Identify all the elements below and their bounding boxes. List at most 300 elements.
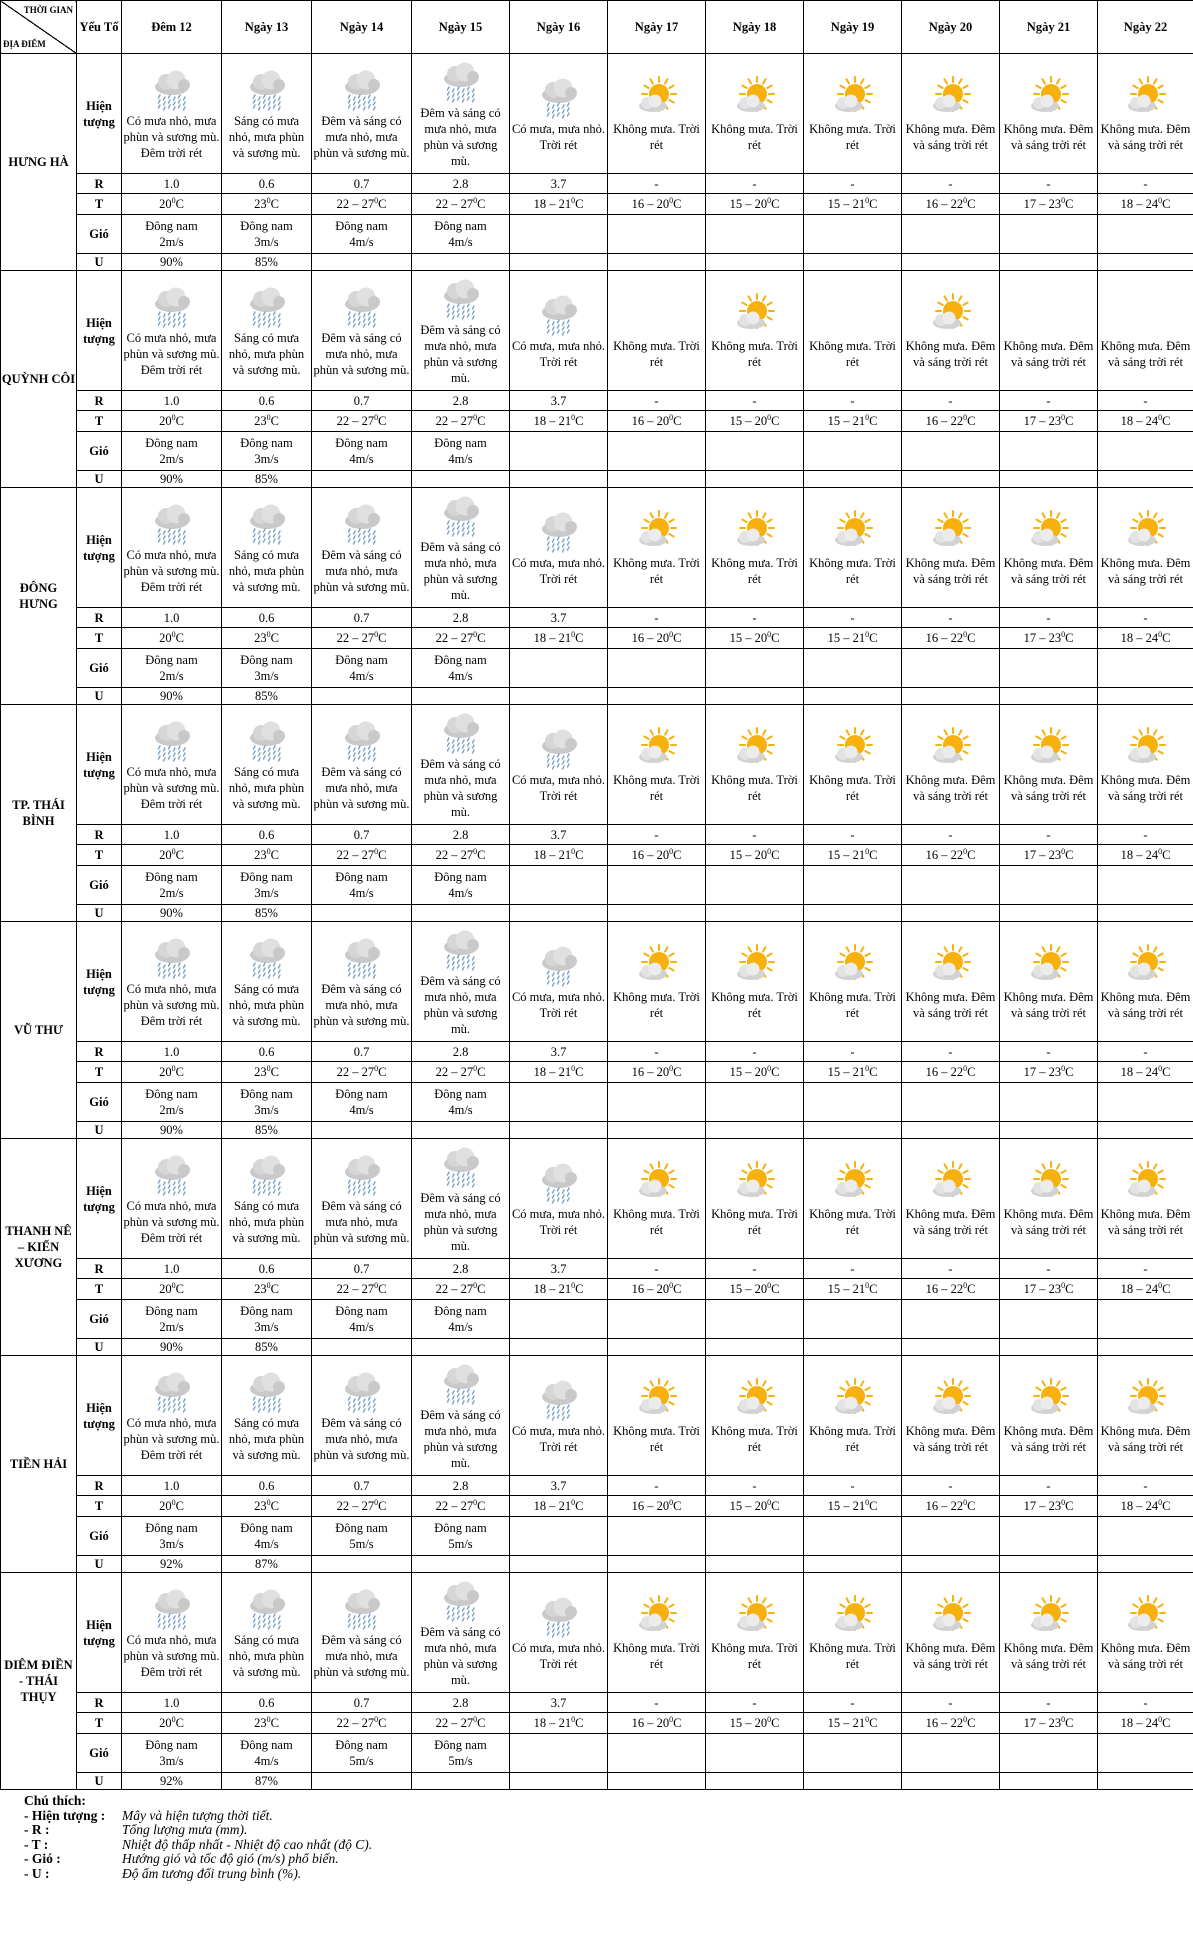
rain-icon	[122, 935, 221, 981]
wind-cell	[1098, 1083, 1193, 1122]
wind-direction: Đông nam	[240, 436, 293, 450]
wind-cell	[1000, 649, 1098, 688]
rain-icon	[122, 67, 221, 113]
temperature-value: 18 – 21	[533, 197, 572, 211]
phenomenon-text: Có mưa nhỏ, mưa phùn và sương mù. Đêm trời rét	[123, 1632, 220, 1679]
temperature-cell	[706, 1279, 804, 1300]
humidity-cell: 90%	[122, 471, 222, 488]
note-value: Hướng gió và tốc độ gió (m/s) phổ biến.	[122, 1851, 339, 1866]
temperature-cell	[902, 845, 1000, 866]
degree-mark: 0	[266, 629, 271, 639]
humidity-row	[1, 254, 1193, 271]
temperature-unit: C	[1065, 1065, 1074, 1079]
phenomenon-text: Không mưa. Trời rét	[613, 338, 700, 369]
note-line	[24, 1852, 1193, 1867]
temperature-value: 16 – 20	[631, 1499, 670, 1513]
wind-cell	[804, 1734, 902, 1773]
temperature-value: 18 – 24	[1120, 848, 1159, 862]
wind-cell	[1098, 866, 1193, 905]
sun-cloud-icon	[804, 509, 901, 555]
rain-cell: 2.8	[412, 174, 510, 194]
phenomenon-text: Không mưa. Đêm và sáng trời rét	[1100, 1640, 1191, 1671]
location-name: THANH NÊ – KIẾN XƯƠNG	[1, 1139, 77, 1356]
rain-icon	[222, 284, 311, 330]
phenomenon-text: Không mưa. Đêm và sáng trời rét	[905, 555, 996, 586]
sun-cloud-icon	[804, 1160, 901, 1206]
phenomenon-cell	[902, 1356, 1000, 1476]
phenomenon-cell	[902, 1573, 1000, 1693]
temperature-unit: C	[1162, 1499, 1171, 1513]
temperature-cell	[222, 628, 312, 649]
rain-cell: -	[902, 608, 1000, 628]
wind-cell	[804, 1517, 902, 1556]
humidity-cell	[804, 1122, 902, 1139]
rain-cell: -	[706, 1476, 804, 1496]
degree-mark: 0	[374, 195, 379, 205]
humidity-cell	[510, 471, 608, 488]
humidity-cell	[412, 1122, 510, 1139]
phenomenon-cell	[608, 488, 706, 608]
phenomenon-text: Không mưa. Đêm và sáng trời rét	[905, 772, 996, 803]
phenomenon-cell	[122, 54, 222, 174]
rain-icon	[412, 710, 509, 756]
humidity-cell: 85%	[222, 1122, 312, 1139]
degree-mark: 0	[171, 846, 176, 856]
phenomenon-row	[1, 271, 1193, 391]
humidity-cell: 90%	[122, 254, 222, 271]
temperature-cell	[706, 1062, 804, 1083]
temperature-value: 15 – 20	[729, 631, 768, 645]
temperature-value: 23	[254, 1499, 267, 1513]
label-rain: R	[77, 1042, 122, 1062]
day-header: Ngày 18	[706, 1, 804, 54]
temperature-unit: C	[477, 1065, 486, 1079]
phenomenon-cell	[122, 271, 222, 391]
temperature-value: 18 – 24	[1120, 197, 1159, 211]
rain-cell: -	[1000, 1693, 1098, 1713]
temperature-cell	[1098, 1496, 1193, 1517]
temperature-value: 22 – 27	[435, 1716, 474, 1730]
rain-icon	[222, 67, 311, 113]
wind-cell	[902, 649, 1000, 688]
phenomenon-text: Đêm và sáng có mưa nhỏ, mưa phùn và sương mù.	[420, 105, 501, 168]
rain-icon	[122, 1152, 221, 1198]
wind-cell	[122, 432, 222, 471]
note-line	[24, 1867, 1193, 1882]
humidity-row	[1, 1773, 1193, 1790]
rain-cell: -	[1000, 825, 1098, 845]
degree-mark: 0	[171, 629, 176, 639]
humidity-cell	[608, 688, 706, 705]
temperature-row	[1, 628, 1193, 649]
humidity-cell	[706, 1773, 804, 1790]
wind-cell	[706, 1517, 804, 1556]
phenomenon-cell	[222, 1139, 312, 1259]
rain-cell: -	[706, 1693, 804, 1713]
temperature-cell	[1098, 1062, 1193, 1083]
humidity-cell: 85%	[222, 688, 312, 705]
temperature-unit: C	[771, 631, 780, 645]
wind-cell	[902, 1300, 1000, 1339]
wind-speed: 2m/s	[159, 1320, 184, 1334]
temperature-cell	[902, 628, 1000, 649]
wind-row	[1, 1734, 1193, 1773]
phenomenon-cell	[1000, 922, 1098, 1042]
wind-direction: Đông nam	[335, 1087, 388, 1101]
phenomenon-text: Có mưa nhỏ, mưa phùn và sương mù. Đêm trời rét	[123, 981, 220, 1028]
phenomenon-cell	[804, 922, 902, 1042]
label-wind: Gió	[77, 215, 122, 254]
phenomenon-text: Không mưa. Trời rét	[711, 1640, 798, 1671]
wind-direction: Đông nam	[145, 1738, 198, 1752]
sun-cloud-icon	[1098, 1377, 1193, 1423]
phenomenon-cell	[608, 271, 706, 391]
degree-mark: 0	[571, 195, 576, 205]
humidity-cell: 85%	[222, 1339, 312, 1356]
temperature-cell	[222, 1713, 312, 1734]
rain-cell: -	[706, 1042, 804, 1062]
phenomenon-cell	[122, 922, 222, 1042]
phenomenon-text: Không mưa. Trời rét	[711, 1423, 798, 1454]
temperature-value: 16 – 22	[925, 414, 964, 428]
wind-speed: 4m/s	[448, 1103, 473, 1117]
label-rain: R	[77, 825, 122, 845]
temperature-unit: C	[967, 631, 976, 645]
label-temperature: T	[77, 411, 122, 432]
rain-cell: -	[1000, 1042, 1098, 1062]
degree-mark: 0	[767, 629, 772, 639]
phenomenon-text: Không mưa. Trời rét	[809, 1640, 896, 1671]
phenomenon-cell	[312, 922, 412, 1042]
temperature-value: 22 – 27	[336, 414, 375, 428]
wind-cell	[412, 1734, 510, 1773]
temperature-cell	[804, 1496, 902, 1517]
temperature-value: 23	[254, 848, 267, 862]
temperature-value: 16 – 20	[631, 848, 670, 862]
sun-cloud-icon	[804, 1377, 901, 1423]
degree-mark: 0	[963, 1497, 968, 1507]
wind-speed: 2m/s	[159, 452, 184, 466]
temperature-value: 23	[254, 1282, 267, 1296]
wind-speed: 3m/s	[254, 452, 279, 466]
phenomenon-cell	[222, 705, 312, 825]
humidity-cell	[1098, 1339, 1193, 1356]
phenomenon-row	[1, 54, 1193, 174]
phenomenon-text: Đêm và sáng có mưa nhỏ, mưa phùn và sương mù.	[420, 322, 501, 385]
temperature-cell	[312, 628, 412, 649]
degree-mark: 0	[963, 1714, 968, 1724]
wind-direction: Đông nam	[145, 1304, 198, 1318]
phenomenon-text: Đêm và sáng có mưa nhỏ, mưa phùn và sương mù.	[313, 547, 410, 594]
wind-cell	[902, 432, 1000, 471]
temperature-unit: C	[175, 414, 184, 428]
phenomenon-cell	[412, 488, 510, 608]
phenomenon-text: Không mưa. Trời rét	[613, 555, 700, 586]
label-wind: Gió	[77, 866, 122, 905]
wind-cell	[902, 215, 1000, 254]
degree-mark: 0	[669, 1714, 674, 1724]
sun-cloud-icon	[1098, 726, 1193, 772]
temperature-value: 18 – 21	[533, 414, 572, 428]
temperature-cell	[510, 1496, 608, 1517]
temperature-row	[1, 1062, 1193, 1083]
sun-cloud-icon	[1098, 1594, 1193, 1640]
label-phenomenon: Hiện tượng	[77, 922, 122, 1042]
degree-mark: 0	[374, 1280, 379, 1290]
degree-mark: 0	[865, 1063, 870, 1073]
degree-mark: 0	[669, 846, 674, 856]
temperature-unit: C	[378, 1716, 387, 1730]
degree-mark: 0	[266, 412, 271, 422]
shower-icon	[510, 509, 607, 555]
degree-mark: 0	[171, 412, 176, 422]
wind-direction: Đông nam	[240, 1738, 293, 1752]
phenomenon-cell	[510, 705, 608, 825]
temperature-unit: C	[1065, 414, 1074, 428]
label-rain: R	[77, 1476, 122, 1496]
temperature-unit: C	[1065, 1282, 1074, 1296]
phenomenon-text: Không mưa. Trời rét	[613, 989, 700, 1020]
sun-cloud-icon	[1000, 1377, 1097, 1423]
wind-direction: Đông nam	[335, 436, 388, 450]
temperature-cell	[122, 411, 222, 432]
temperature-cell	[1098, 845, 1193, 866]
phenomenon-cell	[902, 922, 1000, 1042]
sun-cloud-icon	[706, 726, 803, 772]
wind-speed: 4m/s	[448, 1320, 473, 1334]
temperature-unit: C	[378, 1499, 387, 1513]
wind-cell	[1000, 1517, 1098, 1556]
wind-cell	[122, 649, 222, 688]
degree-mark: 0	[473, 1063, 478, 1073]
rain-cell: -	[804, 174, 902, 194]
phenomenon-cell	[1000, 54, 1098, 174]
sun-cloud-icon	[1000, 726, 1097, 772]
humidity-cell: 87%	[222, 1556, 312, 1573]
rain-icon	[312, 1586, 411, 1632]
day-header: Ngày 13	[222, 1, 312, 54]
note-key: - Hiện tượng :	[24, 1807, 106, 1823]
rain-icon	[412, 276, 509, 322]
temperature-unit: C	[175, 1499, 184, 1513]
degree-mark: 0	[963, 846, 968, 856]
wind-speed: 2m/s	[159, 1103, 184, 1117]
phenomenon-cell	[312, 1356, 412, 1476]
rain-cell: -	[1098, 1042, 1193, 1062]
temperature-value: 17 – 23	[1023, 1499, 1062, 1513]
wind-cell	[608, 432, 706, 471]
phenomenon-cell	[902, 488, 1000, 608]
phenomenon-text: Không mưa. Trời rét	[613, 1206, 700, 1237]
temperature-cell	[1000, 194, 1098, 215]
label-wind: Gió	[77, 1300, 122, 1339]
humidity-cell	[706, 905, 804, 922]
temperature-value: 22 – 27	[336, 631, 375, 645]
rain-icon	[412, 1361, 509, 1407]
humidity-row	[1, 688, 1193, 705]
rain-cell: -	[608, 1042, 706, 1062]
temperature-unit: C	[771, 848, 780, 862]
temperature-value: 15 – 20	[729, 197, 768, 211]
rain-cell: -	[804, 1693, 902, 1713]
temperature-cell	[222, 845, 312, 866]
temperature-value: 18 – 24	[1120, 1499, 1159, 1513]
rain-cell: -	[1098, 391, 1193, 411]
temperature-cell	[706, 1496, 804, 1517]
temperature-value: 23	[254, 1065, 267, 1079]
degree-mark: 0	[767, 1280, 772, 1290]
phenomenon-text: Đêm và sáng có mưa nhỏ, mưa phùn và sương mù.	[313, 113, 410, 160]
location-name: TIỀN HẢI	[1, 1356, 77, 1573]
temperature-cell	[122, 845, 222, 866]
temperature-cell	[1000, 1496, 1098, 1517]
temperature-unit: C	[1065, 848, 1074, 862]
wind-cell	[706, 866, 804, 905]
phenomenon-cell	[1000, 1139, 1098, 1259]
rain-cell: 0.7	[312, 1693, 412, 1713]
rain-cell: 1.0	[122, 1476, 222, 1496]
degree-mark: 0	[374, 846, 379, 856]
phenomenon-cell	[412, 1356, 510, 1476]
temperature-value: 18 – 21	[533, 1065, 572, 1079]
degree-mark: 0	[1061, 1497, 1066, 1507]
rain-cell: 3.7	[510, 1042, 608, 1062]
wind-cell	[510, 215, 608, 254]
sun-cloud-icon	[902, 1594, 999, 1640]
wind-cell	[222, 432, 312, 471]
shower-icon	[510, 75, 607, 121]
degree-mark: 0	[171, 1497, 176, 1507]
temperature-unit: C	[1162, 1716, 1171, 1730]
degree-mark: 0	[1158, 412, 1163, 422]
degree-mark: 0	[473, 629, 478, 639]
sun-cloud-icon	[804, 75, 901, 121]
phenomenon-text: Không mưa. Đêm và sáng trời rét	[1003, 555, 1094, 586]
phenomenon-row	[1, 1573, 1193, 1693]
wind-cell	[312, 1083, 412, 1122]
temperature-unit: C	[477, 631, 486, 645]
rain-cell: 0.7	[312, 1476, 412, 1496]
sun-cloud-icon	[608, 1377, 705, 1423]
wind-cell	[122, 1734, 222, 1773]
wind-cell	[222, 1300, 312, 1339]
day-header: Ngày 17	[608, 1, 706, 54]
humidity-cell	[706, 471, 804, 488]
temperature-cell	[510, 194, 608, 215]
wind-speed: 3m/s	[159, 1537, 184, 1551]
rain-cell: -	[902, 391, 1000, 411]
temperature-value: 17 – 23	[1023, 414, 1062, 428]
wind-cell	[608, 215, 706, 254]
temperature-value: 20	[159, 848, 172, 862]
degree-mark: 0	[1061, 1714, 1066, 1724]
rain-cell: -	[804, 825, 902, 845]
humidity-cell	[510, 688, 608, 705]
wind-direction: Đông nam	[240, 1087, 293, 1101]
humidity-cell	[608, 254, 706, 271]
temperature-value: 22 – 27	[336, 197, 375, 211]
label-phenomenon: Hiện tượng	[77, 1573, 122, 1693]
phenomenon-text: Không mưa. Đêm và sáng trời rét	[905, 1423, 996, 1454]
temperature-unit: C	[1162, 1282, 1171, 1296]
rain-cell: -	[706, 608, 804, 628]
note-value: Tổng lượng mưa (mm).	[122, 1822, 248, 1837]
temperature-cell	[412, 411, 510, 432]
location-name: HƯNG HÀ	[1, 54, 77, 271]
humidity-cell	[804, 905, 902, 922]
phenomenon-cell	[1098, 1139, 1193, 1259]
temperature-cell	[608, 1496, 706, 1517]
temperature-unit: C	[869, 1499, 878, 1513]
sun-cloud-icon	[1098, 1160, 1193, 1206]
wind-direction: Đông nam	[335, 1304, 388, 1318]
temperature-unit: C	[1065, 1716, 1074, 1730]
wind-direction: Đông nam	[240, 653, 293, 667]
degree-mark: 0	[1061, 846, 1066, 856]
rain-icon	[312, 1369, 411, 1415]
temperature-cell	[312, 845, 412, 866]
phenomenon-cell	[804, 1139, 902, 1259]
rain-row	[1, 1259, 1193, 1279]
rain-cell: -	[1000, 608, 1098, 628]
degree-mark: 0	[171, 1280, 176, 1290]
humidity-cell	[1098, 471, 1193, 488]
wind-cell	[412, 215, 510, 254]
temperature-unit: C	[967, 1716, 976, 1730]
temperature-value: 16 – 22	[925, 1282, 964, 1296]
temperature-unit: C	[575, 1499, 584, 1513]
humidity-cell	[412, 688, 510, 705]
phenomenon-text: Có mưa, mưa nhỏ. Trời rét	[511, 989, 606, 1020]
label-phenomenon: Hiện tượng	[77, 54, 122, 174]
temperature-unit: C	[378, 1282, 387, 1296]
rain-cell: -	[1000, 1476, 1098, 1496]
wind-cell	[804, 649, 902, 688]
temperature-cell	[902, 1713, 1000, 1734]
wind-cell	[1000, 432, 1098, 471]
rain-icon	[312, 501, 411, 547]
humidity-cell	[412, 471, 510, 488]
temperature-value: 16 – 22	[925, 1065, 964, 1079]
temperature-row	[1, 845, 1193, 866]
label-wind: Gió	[77, 1517, 122, 1556]
rain-icon	[412, 493, 509, 539]
rain-cell: -	[706, 391, 804, 411]
humidity-cell	[312, 1773, 412, 1790]
rain-cell: 1.0	[122, 174, 222, 194]
degree-mark: 0	[767, 1063, 772, 1073]
temperature-cell	[510, 628, 608, 649]
temperature-unit: C	[270, 197, 279, 211]
phenomenon-text: Có mưa nhỏ, mưa phùn và sương mù. Đêm trời rét	[123, 113, 220, 160]
phenomenon-text: Đêm và sáng có mưa nhỏ, mưa phùn và sương mù.	[313, 1198, 410, 1245]
place-label: ĐỊA ĐIỂM	[3, 39, 46, 49]
wind-cell	[122, 1083, 222, 1122]
wind-direction: Đông nam	[145, 653, 198, 667]
wind-cell	[608, 1300, 706, 1339]
temperature-unit: C	[477, 1499, 486, 1513]
phenomenon-cell	[1000, 1356, 1098, 1476]
rain-icon	[412, 927, 509, 973]
rain-cell: -	[706, 174, 804, 194]
rain-cell: 3.7	[510, 608, 608, 628]
wind-cell	[608, 1734, 706, 1773]
phenomenon-text: Có mưa, mưa nhỏ. Trời rét	[511, 555, 606, 586]
temperature-unit: C	[967, 1282, 976, 1296]
wind-row	[1, 215, 1193, 254]
shower-icon	[510, 943, 607, 989]
time-label: THỜI GIAN	[23, 5, 73, 15]
